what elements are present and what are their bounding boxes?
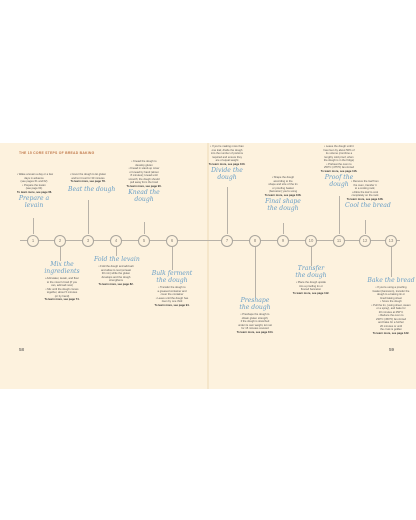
page-number-left: 58 — [19, 347, 25, 352]
step-11-bullets: • Leave the dough until it has risen by about 50% of its volume (combine a lengthy cold proof, when the dough is in the fridge) • Preheat the oven to 250°C (475°F) fan-forced — [323, 145, 355, 169]
step-5-bullets: • Knead the dough to develop gluten • Knead in stand-up mixer or knead by hand (about 8 minutes); knead until smooth; the dough should pull away from the bowl — [128, 160, 160, 184]
step-4-title: Fold the levain — [94, 256, 140, 263]
step-5-learn-more: To learn more, see page 90. — [126, 184, 162, 188]
step-13-title: Bake the bread — [367, 277, 415, 284]
page-title: THE 15 CORE STEPS OF BREAD BAKING — [19, 151, 95, 155]
step-2-learn-more: To learn more, see page 74. — [44, 298, 80, 302]
step-node-4: 4 — [110, 235, 122, 247]
step-1-title: Prepare a levain — [18, 194, 50, 209]
step-node-8: 8 — [249, 235, 261, 247]
step-node-12: 12 — [359, 235, 371, 247]
connector-5 — [144, 222, 145, 234]
step-3 — [68, 173, 116, 193]
step-5 — [124, 160, 164, 204]
step-node-5: 5 — [138, 235, 150, 247]
step-13-bullets: • If you're using a proofing basket (banneton), transfer the dough to a baking tin or lined baking sheet • Score the dough • Pull the tin, (using sheet, steam or a spray), and bake for 20 minutes at 250°C • Reduce the oven to 230°C (450°F) fan-forced and bake for a further 20 minutes or until the crust is golden — [371, 286, 411, 332]
step-node-13: 13 — [385, 235, 397, 247]
connector-1 — [33, 218, 34, 234]
step-9-bullets: • Shape the dough according to the shape and size of the tin or proofing basket (banneton) you're using — [268, 176, 298, 193]
connector-8 — [255, 247, 256, 297]
step-7 — [205, 145, 249, 182]
step-1 — [17, 173, 54, 210]
step-node-11: 11 — [333, 235, 345, 247]
step-11-title: Proof the dough — [324, 173, 354, 188]
step-10-learn-more: To learn more, see page 112. — [292, 291, 330, 295]
step-9 — [261, 176, 305, 213]
step-5-title: Knead the dough — [128, 189, 160, 204]
page-number-right: 59 — [389, 347, 395, 352]
step-node-10: 10 — [305, 235, 317, 247]
step-6-title: Bulk ferment the dough — [151, 270, 193, 284]
step-4-bullets: • Fold the dough and add salt and allow to rest (at least 30 min) while the gluten develops and the dough strengthens — [98, 265, 134, 283]
step-12-learn-more: To learn more, see page 128. — [346, 197, 384, 201]
connector-6 — [172, 247, 173, 270]
step-2 — [43, 262, 81, 302]
step-7-title: Divide the dough — [211, 166, 243, 181]
step-6-bullets: • Transfer the dough to a greased container and cover the container • Leave until the dough has risen by one third — [155, 286, 189, 304]
step-8-learn-more: To learn more, see page 104. — [236, 330, 274, 334]
step-9-title: Final shape the dough — [265, 197, 301, 212]
step-10-bullets: • Place the dough upside into a proofing tin or floured banneton — [296, 281, 326, 292]
step-13-learn-more: To learn more, see page 122. — [372, 332, 410, 336]
step-8 — [232, 298, 278, 335]
step-12-title: Cool the bread — [345, 201, 391, 209]
step-node-1: 1 — [27, 235, 39, 247]
step-3-title: Beat the dough — [68, 185, 116, 193]
connector-4 — [116, 247, 117, 256]
step-10 — [289, 266, 333, 296]
step-6-learn-more: To learn more, see page 94. — [154, 303, 190, 307]
step-8-title: Preshape the dough — [239, 297, 271, 311]
connector-11 — [339, 196, 340, 234]
step-node-6: 6 — [166, 235, 178, 247]
step-1-bullets: • Wake a levain a day or a few days in advance (see pages 61 and 62) • Prepare the levain (see page 64) — [17, 173, 54, 190]
step-node-7: 7 — [221, 235, 233, 247]
step-2-bullets: • Add water, levain, and flour to the mixer's bowl (if you can, add salt now) • Mix until the dough comes together, about 5 minutes (or by hand) — [45, 277, 79, 298]
step-6 — [151, 271, 193, 308]
step-node-9: 9 — [277, 235, 289, 247]
connector-9 — [283, 223, 284, 234]
connector-12 — [365, 220, 366, 234]
connector-2 — [60, 247, 61, 261]
connector-7 — [227, 187, 228, 234]
step-13 — [366, 278, 416, 336]
connector-10 — [311, 247, 312, 266]
step-7-bullets: • If you're making more than one loaf, divide the dough into the number of portions required and ensure they are of equal weight — [210, 145, 244, 162]
connector-13 — [391, 247, 392, 277]
connector-3 — [88, 200, 89, 234]
step-12 — [345, 180, 391, 210]
step-4 — [94, 257, 138, 287]
step-11-learn-more: To learn more, see page 116. — [320, 169, 358, 173]
step-4-learn-more: To learn more, see page 82. — [98, 283, 134, 287]
step-12-bullets: • Remove the loaf from the oven, transfer it to a cooling rack; • Allow the loaf to cool completely on the rack — [351, 180, 379, 197]
step-node-3: 3 — [82, 235, 94, 247]
step-3-bullets: • Cover the dough to let gluten and let it rest for 30 minutes To learn more, see page 78. — [69, 173, 107, 183]
step-node-2: 2 — [54, 235, 66, 247]
step-8-bullets: • Preshape the dough to obtain gluten strength; if the dough is stretched under its own weight, let rest for 15 minutes covered — [237, 313, 273, 331]
step-10-title: Transfer the dough — [295, 265, 327, 279]
step-7-learn-more: To learn more, see page 100. — [208, 162, 246, 166]
step-2-title: Mix the ingredients — [44, 261, 80, 275]
step-1-learn-more: To learn more, see page 66. — [17, 190, 53, 194]
step-9-learn-more: To learn more, see page 108. — [264, 193, 302, 197]
